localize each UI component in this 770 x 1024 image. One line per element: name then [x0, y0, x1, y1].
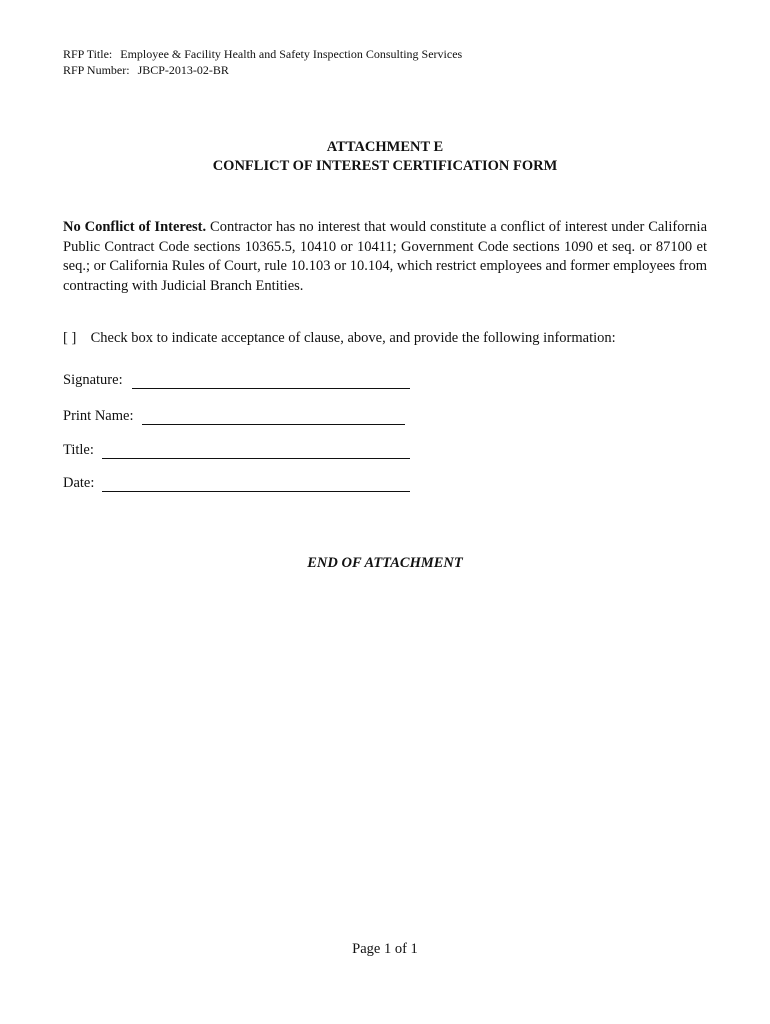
signature-row [63, 372, 410, 389]
print-name-field[interactable] [142, 410, 405, 425]
title-row [63, 442, 410, 459]
rfp-number-value: JBCP-2013-02-BR [137, 63, 229, 77]
rfp-title-label: RFP Title: [63, 47, 113, 61]
rfp-number-label: RFP Number: [63, 63, 130, 77]
print-name-label: Print Name: [63, 408, 134, 424]
date-field[interactable] [102, 477, 410, 492]
title-field[interactable] [102, 444, 410, 459]
acceptance-line [63, 330, 616, 347]
date-row [63, 475, 410, 492]
rfp-title-value: Employee & Facility Health and Safety Inspection Consulting Services [120, 47, 463, 61]
clause-body: Contractor has no interest that would constitute a conflict of interest under California Public Contract Code sections 10365.5, 10410 or 10411; Government Code sections 1090 et seq. or 87100 et seq.; or California Rules of Court, rule 10.103 or 10.104, which restrict employees and former employees from contracting with Judicial Branch Entities. [63, 219, 708, 294]
page-header [63, 46, 462, 78]
acceptance-label: Check box to indicate acceptance of clause, above, and provide the following information: [90, 330, 616, 346]
rfp-number-line [63, 62, 462, 78]
page-number: Page 1 of 1 [352, 941, 418, 957]
date-label: Date: [63, 475, 95, 491]
end-of-attachment: END OF ATTACHMENT [307, 555, 463, 571]
print-name-row [63, 408, 405, 425]
clause-heading: No Conflict of Interest. [63, 219, 207, 235]
rfp-title-line [63, 46, 462, 62]
clause-paragraph [63, 218, 707, 296]
document-titles [0, 138, 770, 176]
acceptance-checkbox[interactable]: [ ] [63, 330, 77, 346]
signature-field[interactable] [132, 374, 410, 389]
attachment-title: ATTACHMENT E [326, 139, 444, 155]
title-label: Title: [63, 442, 94, 458]
form-title: CONFLICT OF INTEREST CERTIFICATION FORM [212, 158, 558, 174]
signature-label: Signature: [63, 372, 123, 388]
